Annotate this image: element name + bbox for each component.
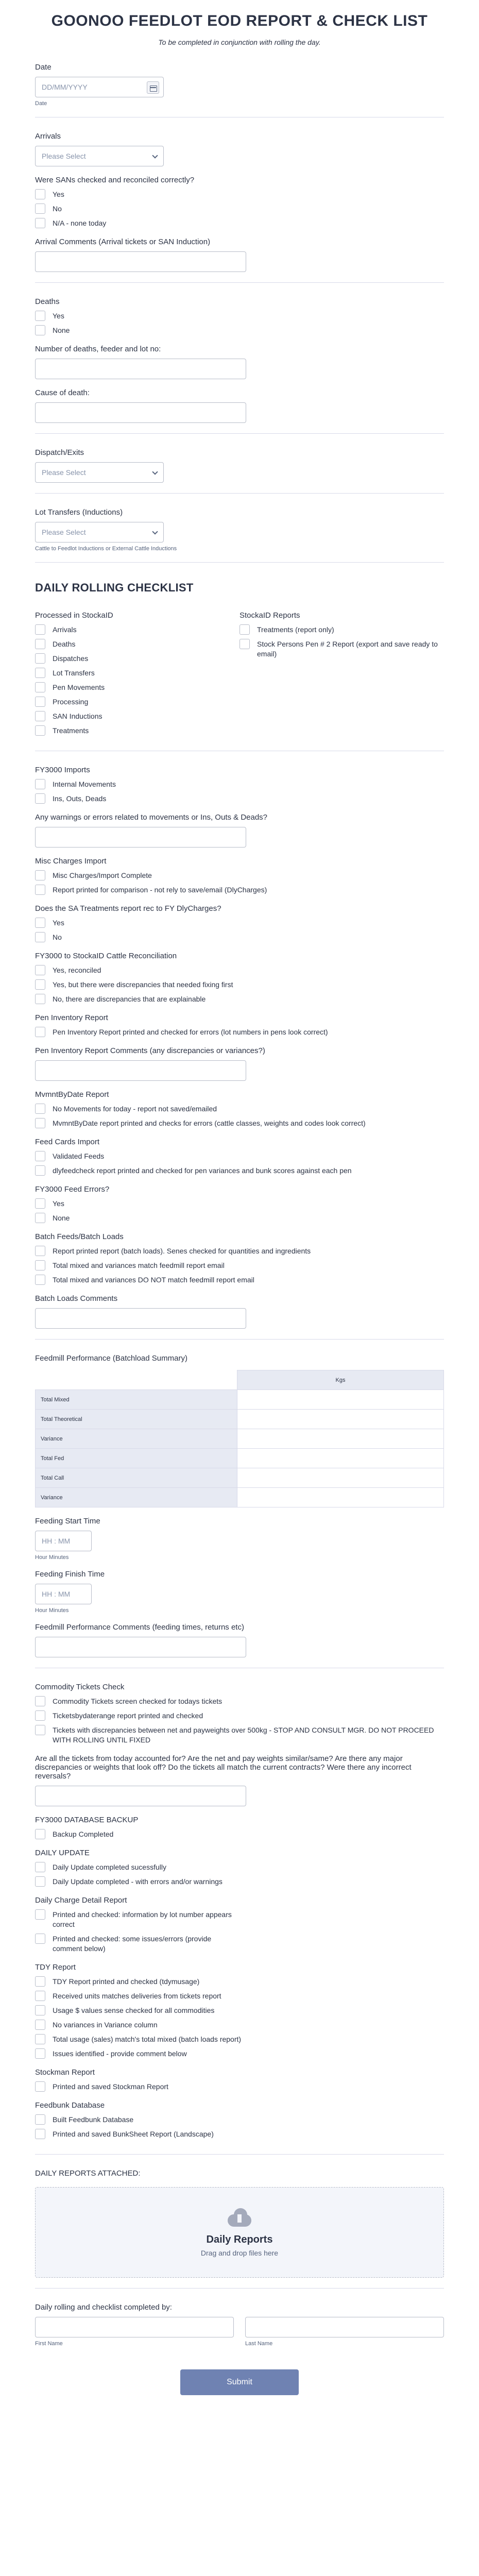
option-label: Printed and checked: some issues/errors (provide comment below) bbox=[53, 1935, 212, 1953]
divider bbox=[35, 2154, 444, 2155]
submit-button[interactable]: Submit bbox=[180, 2369, 299, 2395]
tdy-option[interactable] bbox=[35, 2020, 444, 2030]
feedmill-comments-input[interactable] bbox=[35, 1637, 246, 1657]
checkbox-icon[interactable] bbox=[35, 1710, 45, 1721]
lot-transfers-sublabel: Cattle to Feedlot Inductions or External Cattle Inductions bbox=[35, 546, 177, 552]
last-name-input[interactable] bbox=[245, 2317, 444, 2337]
daily-checklist-section bbox=[0, 600, 479, 748]
table-row-header: Total Theoretical bbox=[36, 1410, 237, 1429]
processed-option[interactable] bbox=[35, 697, 239, 707]
feeding-finish-label: Feeding Finish Time bbox=[35, 1570, 105, 1579]
processed-option[interactable] bbox=[35, 654, 239, 664]
option-label: Pen Inventory Report printed and checked for errors (lot numbers in pens look correct) bbox=[53, 1028, 328, 1036]
pen-inventory-comments-label: Pen Inventory Report Comments (any discrepancies or variances?) bbox=[35, 1046, 265, 1055]
table-row bbox=[36, 1449, 444, 1468]
commodity-option[interactable] bbox=[35, 1697, 444, 1706]
option-label: Misc Charges/Import Complete bbox=[53, 871, 152, 879]
backup-label: FY3000 DATABASE BACKUP bbox=[35, 1816, 139, 1824]
fy3000-warnings-input[interactable] bbox=[35, 827, 246, 848]
checkbox-icon[interactable] bbox=[35, 2020, 45, 2030]
radio-icon[interactable] bbox=[35, 979, 45, 990]
feedmill-label: Feedmill Performance (Batchload Summary) bbox=[35, 1354, 187, 1363]
chevron-down-icon bbox=[152, 529, 158, 534]
file-upload-dropzone[interactable] bbox=[35, 2187, 444, 2278]
checkbox-icon[interactable] bbox=[35, 1246, 45, 1256]
checkbox-icon[interactable] bbox=[35, 2081, 45, 2092]
checkbox-icon[interactable] bbox=[35, 2034, 45, 2044]
feedmill-section bbox=[0, 1343, 479, 1665]
deaths-label: Deaths bbox=[35, 297, 60, 306]
checkbox-icon[interactable] bbox=[35, 711, 45, 721]
checkbox-icon[interactable] bbox=[239, 639, 250, 649]
batch-loads-comments-label: Batch Loads Comments bbox=[35, 1294, 118, 1303]
option-label: Received units matches deliveries from tickets report bbox=[53, 1992, 221, 2000]
reconciliation-label: FY3000 to StockaID Cattle Reconciliation bbox=[35, 952, 177, 960]
daily-update-option[interactable] bbox=[35, 1877, 444, 1887]
checkbox-icon[interactable] bbox=[35, 1829, 45, 1839]
stockaid-column bbox=[239, 611, 444, 740]
fy3000-section bbox=[0, 754, 479, 1336]
radio-icon[interactable] bbox=[35, 1198, 45, 1209]
table-cell-input[interactable] bbox=[237, 1468, 444, 1488]
option-label: dlyfeedcheck report printed and checked for pen variances and bunk scores against each pen bbox=[53, 1166, 352, 1175]
option-label: Tickets with discrepancies between net and payweights over 500kg - STOP AND CONSULT MGR. DO NOT PROCEED WITH ROLLING UNTIL FIXED bbox=[53, 1726, 434, 1744]
option-label: None bbox=[53, 1214, 70, 1222]
table-row bbox=[36, 1390, 444, 1410]
sans-question: Were SANs checked and reconciled correctly? bbox=[35, 176, 195, 184]
table-row bbox=[36, 1468, 444, 1488]
cause-of-death-input[interactable] bbox=[35, 402, 246, 423]
last-name-sublabel: Last Name bbox=[245, 2341, 273, 2347]
arrivals-label: Arrivals bbox=[35, 132, 61, 141]
radio-icon[interactable] bbox=[35, 932, 45, 942]
submit-wrapper bbox=[0, 2354, 479, 2400]
form-title: GOONOO FEEDLOT EOD REPORT & CHECK LIST bbox=[51, 12, 428, 29]
daily-charge-label: Daily Charge Detail Report bbox=[35, 1896, 127, 1905]
option-label: Processing bbox=[53, 698, 89, 706]
deaths-section bbox=[0, 286, 479, 430]
feed-errors-label: FY3000 Feed Errors? bbox=[35, 1185, 110, 1194]
calendar-icon[interactable] bbox=[147, 81, 159, 94]
option-label: Stock Persons Pen # 2 Report (export and save ready to email) bbox=[257, 640, 438, 658]
feeding-finish-input[interactable] bbox=[35, 1584, 92, 1604]
sans-option[interactable] bbox=[35, 218, 444, 228]
tdy-option[interactable] bbox=[35, 2035, 444, 2044]
feeding-start-placeholder: HH : MM bbox=[42, 1537, 71, 1545]
sans-option[interactable] bbox=[35, 190, 444, 199]
processed-option[interactable] bbox=[35, 625, 239, 635]
option-label: Dispatches bbox=[53, 654, 89, 663]
checkbox-icon[interactable] bbox=[35, 1934, 45, 1944]
table-row-header: Variance bbox=[36, 1429, 237, 1449]
upload-title: Daily Reports bbox=[206, 2233, 273, 2245]
option-label: Built Feedbunk Database bbox=[53, 2115, 134, 2124]
divider bbox=[35, 493, 444, 494]
daily-charge-option[interactable] bbox=[35, 1934, 241, 1954]
daily-charge-option[interactable] bbox=[35, 1910, 241, 1929]
form-subtitle: To be completed in conjunction with rolling the day. bbox=[158, 38, 321, 46]
option-label: N/A - none today bbox=[53, 219, 107, 227]
arrival-comments-label: Arrival Comments (Arrival tickets or SAN Induction) bbox=[35, 238, 211, 246]
option-label: Yes bbox=[53, 1199, 64, 1208]
daily-checklist-title: DAILY ROLLING CHECKLIST bbox=[35, 581, 194, 594]
cloud-upload-icon bbox=[226, 2208, 253, 2227]
tdy-option[interactable] bbox=[35, 2049, 444, 2059]
option-label: Yes bbox=[53, 919, 64, 927]
sans-option[interactable] bbox=[35, 204, 444, 214]
feeding-finish-placeholder: HH : MM bbox=[42, 1590, 71, 1598]
option-label: Daily Update completed sucessfully bbox=[53, 1863, 166, 1871]
deaths-option[interactable] bbox=[35, 326, 444, 335]
fy3000-option[interactable] bbox=[35, 794, 444, 804]
table-row-header: Total Call bbox=[36, 1468, 237, 1488]
lot-transfers-select-placeholder: Please Select bbox=[42, 528, 86, 536]
checkbox-icon[interactable] bbox=[35, 2114, 45, 2125]
checkbox-icon[interactable] bbox=[35, 793, 45, 804]
option-label: Printed and saved Stockman Report bbox=[53, 2082, 168, 2091]
commodity-option[interactable] bbox=[35, 1725, 444, 1745]
option-label: Deaths bbox=[53, 640, 76, 648]
deaths-option[interactable] bbox=[35, 311, 444, 321]
option-label: Treatments (report only) bbox=[257, 625, 334, 634]
processed-column bbox=[35, 611, 239, 740]
checkbox-icon[interactable] bbox=[35, 1260, 45, 1270]
option-label: Yes bbox=[53, 190, 64, 198]
dispatch-select[interactable] bbox=[35, 462, 164, 483]
daily-update-label: DAILY UPDATE bbox=[35, 1849, 90, 1857]
commodity-option[interactable] bbox=[35, 1711, 444, 1721]
option-label: Ticketsbydaterange report printed and checked bbox=[53, 1711, 203, 1720]
fy3000-warnings-label: Any warnings or errors related to movements or Ins, Outs & Deads? bbox=[35, 813, 268, 822]
feedmill-table bbox=[35, 1370, 444, 1507]
table-header-row bbox=[36, 1370, 444, 1390]
commodity-label: Commodity Tickets Check bbox=[35, 1683, 125, 1691]
checkbox-icon[interactable] bbox=[35, 1976, 45, 1987]
radio-icon[interactable] bbox=[35, 204, 45, 214]
checkbox-icon[interactable] bbox=[35, 697, 45, 707]
checkbox-icon[interactable] bbox=[35, 779, 45, 789]
option-label: Yes, reconciled bbox=[53, 966, 101, 974]
checkbox-icon[interactable] bbox=[35, 639, 45, 649]
arrivals-section bbox=[0, 121, 479, 279]
dispatch-select-placeholder: Please Select bbox=[42, 468, 86, 477]
option-label: Total usage (sales) match's total mixed (batch loads report) bbox=[53, 2035, 242, 2043]
mvmnt-option[interactable] bbox=[35, 1118, 444, 1128]
checkbox-icon[interactable] bbox=[35, 653, 45, 664]
pen-inventory-label: Pen Inventory Report bbox=[35, 1013, 108, 1022]
processed-option[interactable] bbox=[35, 711, 239, 721]
stockman-option[interactable] bbox=[35, 2082, 444, 2092]
option-label: Yes, but there were discrepancies that needed fixing first bbox=[53, 980, 233, 989]
fy3000-label: FY3000 Imports bbox=[35, 766, 90, 774]
mvmnt-label: MvmntByDate Report bbox=[35, 1090, 109, 1099]
radio-icon[interactable] bbox=[35, 189, 45, 199]
tdy-option[interactable] bbox=[35, 1991, 444, 2001]
option-label: No variances in Variance column bbox=[53, 2021, 158, 2029]
arrival-comments-input[interactable] bbox=[35, 251, 246, 272]
stockman-label: Stockman Report bbox=[35, 2068, 95, 2077]
option-label: Pen Movements bbox=[53, 683, 105, 691]
feedbunk-label: Feedbunk Database bbox=[35, 2101, 105, 2110]
arrivals-select-placeholder: Please Select bbox=[42, 152, 86, 160]
checkbox-icon[interactable] bbox=[35, 2129, 45, 2139]
feedbunk-option[interactable] bbox=[35, 2129, 444, 2139]
feed-errors-option[interactable] bbox=[35, 1213, 444, 1223]
name-row bbox=[35, 2317, 444, 2347]
stockaid-option[interactable] bbox=[239, 625, 444, 635]
checkbox-icon[interactable] bbox=[35, 1165, 45, 1176]
first-name-input[interactable] bbox=[35, 2317, 234, 2337]
radio-icon[interactable] bbox=[35, 218, 45, 228]
divider bbox=[35, 2288, 444, 2289]
date-section bbox=[0, 52, 479, 114]
option-label: Lot Transfers bbox=[53, 669, 95, 677]
batch-feeds-option[interactable] bbox=[35, 1275, 444, 1285]
option-label: Usage $ values sense checked for all commodities bbox=[53, 2006, 215, 2014]
option-label: No Movements for today - report not saved/emailed bbox=[53, 1105, 217, 1113]
checkbox-icon[interactable] bbox=[239, 624, 250, 635]
dispatch-label: Dispatch/Exits bbox=[35, 448, 84, 457]
option-label: Ins, Outs, Deads bbox=[53, 794, 107, 803]
checkbox-icon[interactable] bbox=[35, 1909, 45, 1920]
option-label: Total mixed and variances DO NOT match feedmill report email bbox=[53, 1276, 254, 1284]
feedbunk-option[interactable] bbox=[35, 2115, 444, 2125]
option-label: Printed and saved BunkSheet Report (Landscape) bbox=[53, 2130, 214, 2138]
table-cell-input[interactable] bbox=[237, 1390, 444, 1410]
lot-transfers-section bbox=[0, 497, 479, 559]
feed-cards-option[interactable] bbox=[35, 1166, 444, 1176]
stockaid-option[interactable] bbox=[239, 639, 444, 659]
feedmill-comments-label: Feedmill Performance Comments (feeding times, returns etc) bbox=[35, 1623, 244, 1632]
tdy-label: TDY Report bbox=[35, 1963, 76, 1972]
table-cell-input[interactable] bbox=[237, 1488, 444, 1507]
table-row-header: Variance bbox=[36, 1488, 237, 1507]
sa-option[interactable] bbox=[35, 918, 444, 928]
commodity-question: Are all the tickets from today accounted for? Are the net and pay weights similar/same? Are there any major discrepancies or weights that look off? Do the tickets all match the current contracts? Were there any incorrect reversals? bbox=[35, 1754, 412, 1781]
completed-section bbox=[0, 2292, 479, 2354]
batch-loads-comments-input[interactable] bbox=[35, 1308, 246, 1329]
completed-label: Daily rolling and checklist completed by: bbox=[35, 2303, 172, 2312]
batch-feeds-option[interactable] bbox=[35, 1261, 444, 1270]
feeding-start-label: Feeding Start Time bbox=[35, 1517, 100, 1526]
feed-errors-option[interactable] bbox=[35, 1199, 444, 1209]
tdy-option[interactable] bbox=[35, 1977, 444, 1987]
misc-option[interactable] bbox=[35, 871, 444, 880]
table-cell-input[interactable] bbox=[237, 1410, 444, 1429]
daily-update-option[interactable] bbox=[35, 1862, 444, 1872]
divider bbox=[35, 433, 444, 434]
option-label: No, there are discrepancies that are explainable bbox=[53, 995, 206, 1003]
checkbox-icon[interactable] bbox=[35, 682, 45, 692]
date-input[interactable] bbox=[35, 77, 164, 97]
misc-label: Misc Charges Import bbox=[35, 857, 107, 866]
checkbox-icon[interactable] bbox=[35, 1027, 45, 1037]
radio-icon[interactable] bbox=[35, 311, 45, 321]
option-label: Report printed report (batch loads). Senes checked for quantities and ingredients bbox=[53, 1247, 311, 1255]
batch-feeds-label: Batch Feeds/Batch Loads bbox=[35, 1232, 124, 1241]
batch-feeds-option[interactable] bbox=[35, 1246, 444, 1256]
table-row bbox=[36, 1429, 444, 1449]
feeding-start-input[interactable] bbox=[35, 1531, 92, 1551]
table-column-header: Kgs bbox=[237, 1370, 444, 1390]
date-sublabel: Date bbox=[35, 100, 47, 107]
backup-option[interactable] bbox=[35, 1829, 444, 1839]
table-row bbox=[36, 1488, 444, 1507]
option-label: Issues identified - provide comment below bbox=[53, 2049, 187, 2058]
commodity-section bbox=[0, 1671, 479, 2151]
checkbox-icon[interactable] bbox=[35, 885, 45, 895]
processed-option[interactable] bbox=[35, 683, 239, 692]
checkbox-icon[interactable] bbox=[35, 1725, 45, 1735]
checkbox-icon[interactable] bbox=[35, 1151, 45, 1161]
attachments-section bbox=[0, 2158, 479, 2285]
form-header bbox=[0, 0, 479, 52]
pen-inventory-option[interactable] bbox=[35, 1027, 444, 1037]
divider bbox=[35, 1339, 444, 1340]
checkbox-icon[interactable] bbox=[35, 1118, 45, 1128]
feed-cards-option[interactable] bbox=[35, 1151, 444, 1161]
option-label: Treatments bbox=[53, 726, 89, 735]
checkbox-icon[interactable] bbox=[35, 2048, 45, 2059]
upload-subtitle: Drag and drop files here bbox=[200, 2248, 279, 2257]
cause-of-death-label: Cause of death: bbox=[35, 388, 90, 397]
checkbox-icon[interactable] bbox=[35, 870, 45, 880]
radio-icon[interactable] bbox=[35, 994, 45, 1004]
table-corner bbox=[36, 1370, 237, 1390]
deaths-number-label: Number of deaths, feeder and lot no: bbox=[35, 345, 161, 353]
checkbox-icon[interactable] bbox=[35, 1696, 45, 1706]
option-label: Arrivals bbox=[53, 625, 77, 634]
checkbox-icon[interactable] bbox=[35, 1991, 45, 2001]
sa-question: Does the SA Treatments report rec to FY DlyCharges? bbox=[35, 904, 221, 913]
option-label: Backup Completed bbox=[53, 1830, 114, 1838]
checkbox-icon[interactable] bbox=[35, 624, 45, 635]
processed-label: Processed in StockaID bbox=[35, 611, 113, 620]
option-label: No bbox=[53, 205, 62, 213]
option-label: Internal Movements bbox=[53, 780, 116, 788]
table-row-header: Total Mixed bbox=[36, 1390, 237, 1410]
radio-icon[interactable] bbox=[35, 325, 45, 335]
chevron-down-icon bbox=[152, 152, 158, 158]
checkbox-icon[interactable] bbox=[35, 725, 45, 736]
stockaid-label: StockaID Reports bbox=[239, 611, 300, 620]
option-label: Printed and checked: information by lot number appears correct bbox=[53, 1910, 232, 1928]
radio-icon[interactable] bbox=[35, 1213, 45, 1223]
processed-option[interactable] bbox=[35, 668, 239, 678]
misc-option[interactable] bbox=[35, 885, 444, 895]
option-label: Yes bbox=[53, 312, 64, 320]
option-label: No bbox=[53, 933, 62, 941]
checkbox-icon[interactable] bbox=[35, 668, 45, 678]
feeding-start-sublabel: Hour Minutes bbox=[35, 1554, 69, 1561]
last-name-field bbox=[245, 2317, 444, 2347]
option-label: Commodity Tickets screen checked for todays tickets bbox=[53, 1697, 223, 1705]
checkbox-icon[interactable] bbox=[35, 1862, 45, 1872]
processed-option[interactable] bbox=[35, 726, 239, 736]
upload-arrow-icon bbox=[237, 2214, 242, 2223]
reconciliation-option[interactable] bbox=[35, 994, 444, 1004]
mvmnt-option[interactable] bbox=[35, 1104, 444, 1114]
pen-inventory-comments-input[interactable] bbox=[35, 1060, 246, 1081]
tdy-option[interactable] bbox=[35, 2006, 444, 2015]
option-label: Total mixed and variances match feedmill report email bbox=[53, 1261, 225, 1269]
commodity-question-input[interactable] bbox=[35, 1786, 246, 1806]
reconciliation-option[interactable] bbox=[35, 980, 444, 990]
feed-cards-label: Feed Cards Import bbox=[35, 1138, 100, 1146]
checkbox-icon[interactable] bbox=[35, 1275, 45, 1285]
option-label: TDY Report printed and checked (tdymusage) bbox=[53, 1977, 200, 1986]
table-row bbox=[36, 1410, 444, 1429]
option-label: Validated Feeds bbox=[53, 1152, 105, 1160]
sa-option[interactable] bbox=[35, 933, 444, 942]
processed-option[interactable] bbox=[35, 639, 239, 649]
reconciliation-option[interactable] bbox=[35, 965, 444, 975]
chevron-down-icon bbox=[152, 469, 158, 474]
fy3000-option[interactable] bbox=[35, 779, 444, 789]
option-label: Report printed for comparison - not rely to save/email (DlyCharges) bbox=[53, 886, 267, 894]
option-label: SAN Inductions bbox=[53, 712, 102, 720]
radio-icon[interactable] bbox=[35, 965, 45, 975]
divider bbox=[35, 562, 444, 563]
lot-transfers-select[interactable] bbox=[35, 522, 164, 543]
feeding-finish-sublabel: Hour Minutes bbox=[35, 1607, 69, 1614]
dispatch-section bbox=[0, 437, 479, 490]
checkbox-icon[interactable] bbox=[35, 1876, 45, 1887]
table-cell-input[interactable] bbox=[237, 1429, 444, 1449]
option-label: MvmntByDate report printed and checks for errors (cattle classes, weights and codes look correct) bbox=[53, 1119, 366, 1127]
table-cell-input[interactable] bbox=[237, 1449, 444, 1468]
attachments-label: DAILY REPORTS ATTACHED: bbox=[35, 2169, 141, 2178]
date-label: Date bbox=[35, 63, 52, 72]
arrivals-select[interactable] bbox=[35, 146, 164, 166]
table-row-header: Total Fed bbox=[36, 1449, 237, 1468]
option-label: None bbox=[53, 326, 70, 334]
checkbox-icon[interactable] bbox=[35, 1104, 45, 1114]
radio-icon[interactable] bbox=[35, 918, 45, 928]
lot-transfers-label: Lot Transfers (Inductions) bbox=[35, 508, 123, 517]
deaths-number-input[interactable] bbox=[35, 359, 246, 379]
first-name-field bbox=[35, 2317, 234, 2347]
divider bbox=[35, 282, 444, 283]
checkbox-icon[interactable] bbox=[35, 2005, 45, 2015]
option-label: Daily Update completed - with errors and/or warnings bbox=[53, 1877, 223, 1886]
date-placeholder: DD/MM/YYYY bbox=[42, 83, 88, 91]
first-name-sublabel: First Name bbox=[35, 2341, 63, 2347]
